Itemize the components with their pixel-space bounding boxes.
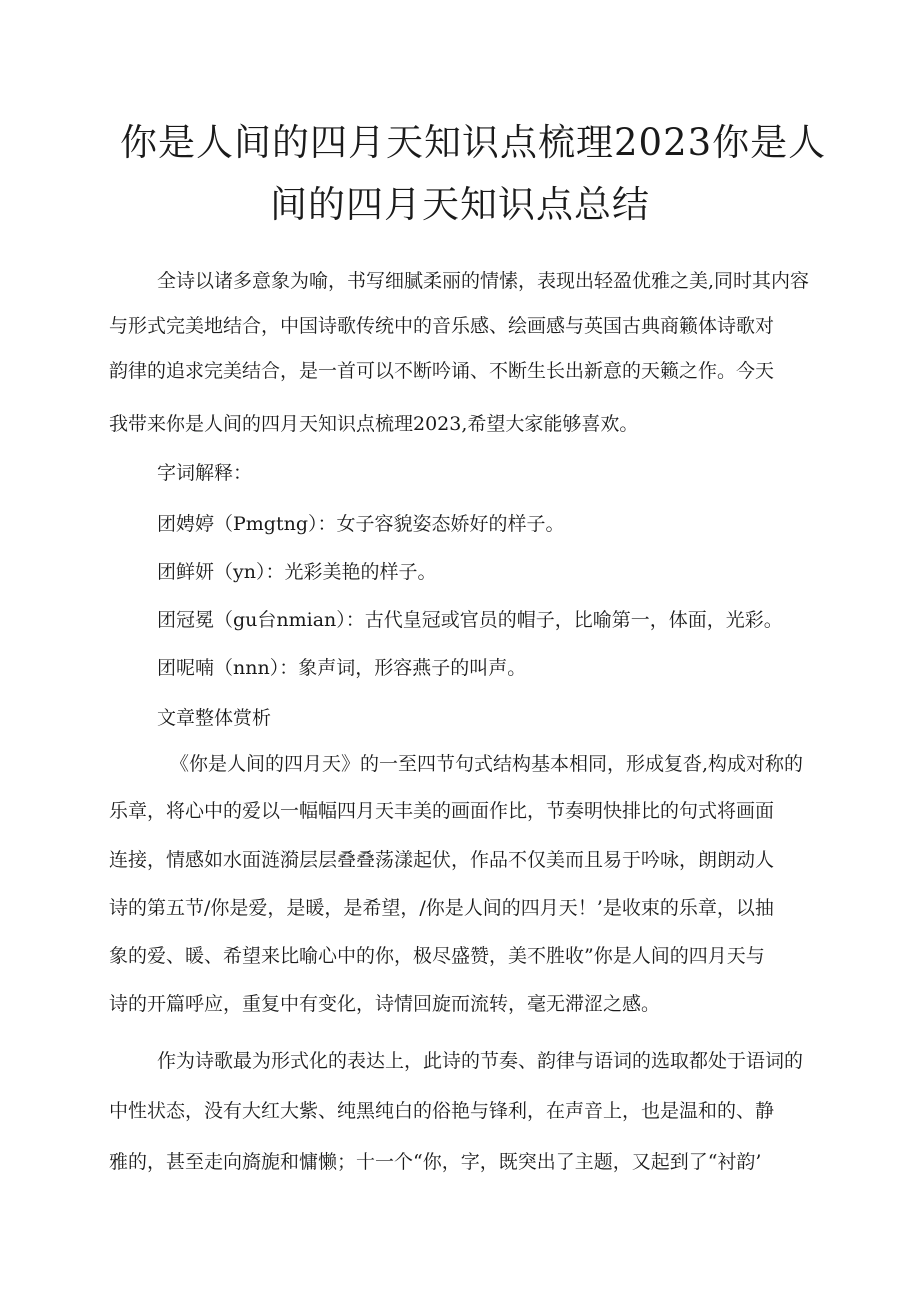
intro-line: 我带来你是人间的四月天知识点梳理2023,希望大家能够喜欢。 xyxy=(109,413,639,435)
analysis-line: 连接，情感如水面涟漪层层叠叠荡漾起伏，作品不仅美而且易于吟咏，朗朗动人 xyxy=(109,849,775,871)
analysis-line: 象的爱、暖、希望来比喻心中的你，极尽盛赞，美不胜收”你是人间的四月天与 xyxy=(109,945,765,967)
form-line: 中性状态，没有大红大紫、纯黑纯白的俗艳与锋利，在声音上，也是温和的、静 xyxy=(109,1100,775,1122)
analysis-line: 诗的第五节/你是爱，是暖，是希望，/你是人间的四月天！’是收束的乐章，以抽 xyxy=(109,897,774,919)
definition-item: 团鲜妍（yn）：光彩美艳的样子。 xyxy=(157,561,437,583)
intro-line: 与形式完美地结合，中国诗歌传统中的音乐感、绘画感与英国古典商籁体诗歌对 xyxy=(109,315,775,337)
definition-item: 团冠冕（gu台nmian）：古代皇冠或官员的帽子，比喻第一，体面，光彩。 xyxy=(157,609,783,631)
form-line: 作为诗歌最为形式化的表达上，此诗的节奏、韵律与语词的选取都处于语词的 xyxy=(157,1050,804,1072)
analysis-heading: 文章整体赏析 xyxy=(157,707,272,729)
definition-item: 团呢喃（nnn）：象声词，形容燕子的叫声。 xyxy=(157,657,527,679)
form-line: 雅的，甚至走向旖旎和慵懒；十一个“你，字，既突出了主题，又起到了“衬韵’ xyxy=(109,1151,762,1173)
document-title-line-2: 间的四月天知识点总结 xyxy=(270,183,650,226)
document-title-line-1: 你是人间的四月天知识点梳理2023你是人 xyxy=(120,121,827,164)
analysis-line: 《你是人间的四月天》的一至四节句式结构基本相同，形成复沓,构成对称的 xyxy=(170,753,804,775)
analysis-line: 乐章，将心中的爱以一幅幅四月天丰美的画面作比，节奏明快排比的句式将画面 xyxy=(109,800,775,822)
analysis-line: 诗的开篇呼应，重复中有变化，诗情回旋而流转，毫无滞涩之感。 xyxy=(109,993,661,1015)
intro-line: 韵律的追求完美结合，是一首可以不断吟诵、不断生长出新意的天籁之作。今天 xyxy=(109,360,775,382)
definition-item: 团娉婷（Pmgtng）：女子容貌姿态娇好的样子。 xyxy=(157,513,565,535)
vocab-heading: 字词解释： xyxy=(157,462,253,484)
intro-line: 全诗以诸多意象为喻，书写细腻柔丽的情愫，表现出轻盈优雅之美,同时其内容 xyxy=(157,270,810,292)
